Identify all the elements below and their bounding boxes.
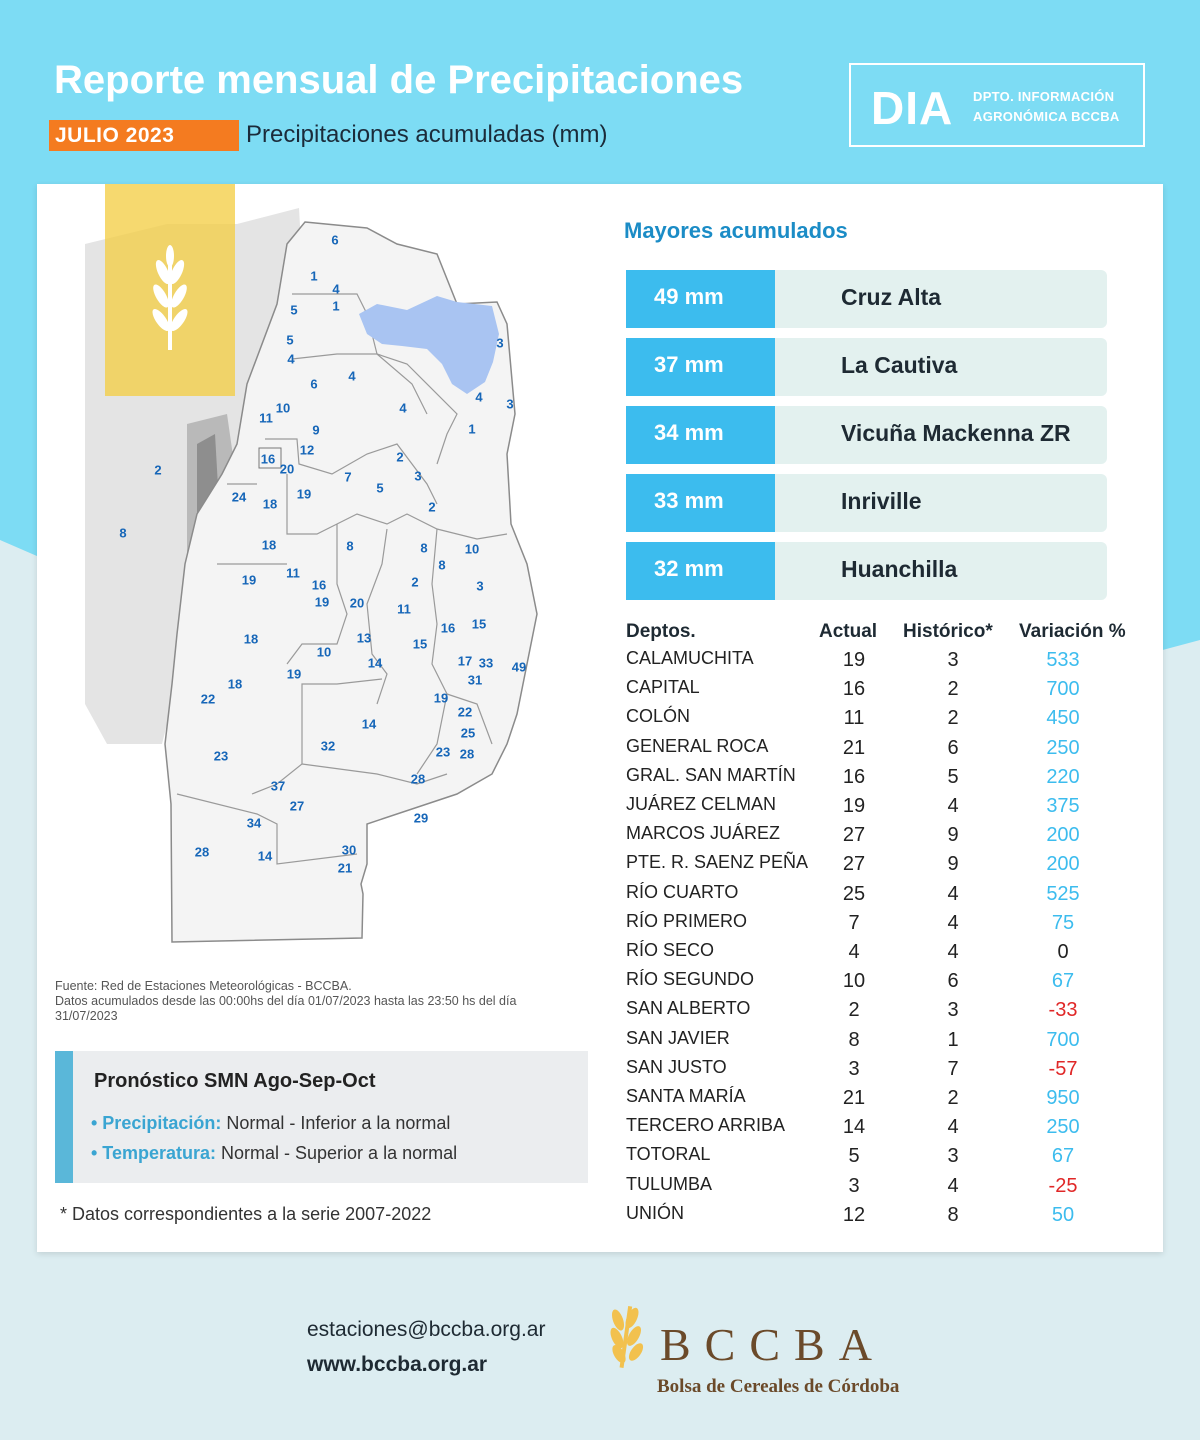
map-value-label: 3	[414, 468, 422, 484]
rank-name: Huanchilla	[841, 556, 958, 582]
map-value-label: 1	[332, 298, 340, 314]
map-value-label: 34	[246, 815, 262, 831]
map-value-label: 23	[435, 744, 451, 760]
map-value-label: 25	[460, 725, 476, 741]
cell-depto: GRAL. SAN MARTÍN	[626, 764, 796, 785]
forecast-precipitation	[91, 1113, 450, 1134]
map-value-label: 31	[467, 672, 483, 688]
map-value-label: 28	[410, 771, 426, 787]
map-value-label: 27	[289, 798, 305, 814]
map-value-label: 4	[348, 368, 356, 384]
forecast-box	[55, 1051, 588, 1183]
map-value-label: 22	[457, 704, 473, 720]
cell-depto: CALAMUCHITA	[626, 648, 754, 668]
map-value-label: 22	[200, 691, 216, 707]
map-value-label: 32	[320, 738, 336, 754]
map-value-label: 20	[279, 461, 295, 477]
table-row: COLÓN 11 2 450	[626, 706, 1080, 730]
map-value-label: 2	[396, 449, 404, 465]
table-row: CALAMUCHITA 19 3 533	[626, 648, 1080, 671]
rank-mm: 49 mm	[626, 270, 775, 328]
wheat-icon	[105, 184, 235, 396]
contact-website[interactable]: www.bccba.org.ar	[307, 1353, 488, 1376]
map-value-label: 14	[367, 655, 383, 671]
table-header-actual: Actual	[819, 621, 878, 642]
map-value-label: 10	[275, 400, 291, 416]
map-value-label: 28	[194, 844, 210, 860]
forecast-title: Pronóstico SMN Ago-Sep-Oct	[94, 1070, 376, 1092]
rank-name: La Cautiva	[841, 352, 958, 378]
map-value-label: 4	[332, 281, 340, 297]
page-subtitle: Precipitaciones acumuladas (mm)	[246, 121, 608, 148]
rank-item	[626, 338, 1107, 396]
table-row: PTE. R. SAENZ PEÑA 27 9 200	[626, 852, 1080, 876]
map-value-label: 8	[438, 557, 446, 573]
cell-depto: SAN ALBERTO	[626, 998, 751, 1019]
rank-item	[626, 474, 1107, 532]
table-row: TERCERO ARRIBA 14 4 250	[626, 1115, 1080, 1139]
map-value-label: 19	[314, 594, 330, 610]
map-value-label: 17	[457, 653, 473, 669]
map-value-label: 4	[287, 351, 295, 367]
map-value-label: 12	[299, 442, 315, 458]
rank-mm: 32 mm	[626, 542, 775, 600]
cell-depto: SAN JAVIER	[626, 1027, 730, 1048]
rank-mm: 34 mm	[626, 406, 775, 464]
map-value-label: 4	[475, 389, 483, 405]
table-row: SAN JUSTO 3 7 -57	[626, 1056, 1078, 1080]
dia-department-line1: DPTO. INFORMACIÓN	[973, 89, 1115, 104]
rank-item	[626, 270, 1107, 328]
map-value-label: 33	[478, 655, 494, 671]
map-value-label: 16	[440, 620, 456, 636]
cell-depto: GENERAL ROCA	[626, 735, 769, 756]
map-value-label: 21	[337, 860, 353, 876]
map-value-label: 2	[154, 462, 162, 478]
map-value-label: 19	[433, 690, 449, 706]
precipitation-map	[37, 184, 597, 974]
forecast-precipitation-value: Normal - Inferior a la normal	[226, 1113, 451, 1133]
map-value-label: 8	[420, 540, 428, 556]
map-value-label: 18	[262, 496, 278, 512]
map-value-label: 3	[476, 578, 484, 594]
map-value-label: 15	[412, 636, 428, 652]
map-value-label: 7	[344, 469, 352, 485]
map-value-label: 37	[270, 778, 286, 794]
mayores-title: Mayores acumulados	[624, 218, 848, 243]
map-value-label: 20	[349, 595, 365, 611]
rank-name: Cruz Alta	[841, 284, 942, 310]
cell-depto: RÍO SEGUNDO	[626, 969, 755, 990]
map-value-label: 8	[119, 525, 127, 541]
map-value-label: 10	[464, 541, 480, 557]
map-value-label: 10	[316, 644, 332, 660]
cell-depto: CAPITAL	[626, 677, 700, 698]
rank-item	[626, 406, 1107, 464]
map-value-label: 1	[310, 268, 318, 284]
map-value-label: 11	[286, 565, 300, 581]
data-source	[55, 979, 575, 1024]
source-line-2: Datos acumulados desde las 00:00hs del día 01/07/2023 hasta las 23:50 hs del día 31/07/2023	[55, 994, 517, 1023]
map-value-label: 2	[428, 499, 436, 515]
table-row: GENERAL ROCA 21 6 250	[626, 735, 1080, 759]
cell-depto: JUÁREZ CELMAN	[626, 794, 777, 814]
table-row: CAPITAL 16 2 700	[626, 677, 1080, 701]
table-row: RÍO SECO 4 4 0	[626, 940, 1069, 963]
table-header-variacion: Variación %	[1019, 621, 1126, 642]
map-value-label: 15	[471, 616, 487, 632]
map-value-label: 18	[243, 631, 259, 647]
map-value-label: 5	[286, 332, 294, 348]
footnote: * Datos correspondientes a la serie 2007-2022	[60, 1204, 432, 1224]
map-value-label: 30	[341, 842, 357, 858]
cell-depto: RÍO PRIMERO	[626, 910, 748, 931]
table-row: JUÁREZ CELMAN 19 4 375	[626, 794, 1080, 817]
forecast-temperature-key: • Temperatura:	[91, 1143, 216, 1163]
page-title: Reporte mensual de Precipitaciones	[54, 58, 744, 102]
map-value-label: 19	[286, 666, 302, 682]
cell-depto: RÍO CUARTO	[626, 881, 739, 902]
map-value-label: 14	[361, 716, 377, 732]
cell-depto: RÍO SECO	[626, 940, 715, 960]
map-value-label: 29	[413, 810, 429, 826]
dia-department	[973, 87, 1120, 127]
forecast-precipitation-key: • Precipitación:	[91, 1113, 222, 1133]
cell-depto: SANTA MARÍA	[626, 1086, 746, 1106]
table-row: SANTA MARÍA 21 2 950	[626, 1086, 1080, 1109]
map-value-label: 13	[356, 630, 372, 646]
map-value-label: 5	[376, 480, 384, 496]
forecast-accent-bar	[55, 1051, 73, 1183]
cell-depto: COLÓN	[626, 706, 691, 727]
map-value-label: 9	[312, 422, 320, 438]
table-row: RÍO SEGUNDO 10 6 67	[626, 969, 1075, 993]
table-row: SAN JAVIER 8 1 700	[626, 1027, 1080, 1051]
map-value-label: 4	[399, 400, 407, 416]
forecast-temperature	[91, 1143, 457, 1164]
map-value-label: 28	[459, 746, 475, 762]
map-value-label: 11	[397, 601, 411, 617]
map-value-label: 18	[227, 676, 243, 692]
month-badge: JULIO 2023	[49, 120, 239, 151]
table-row: TOTORAL 5 3 67	[626, 1144, 1075, 1168]
cell-depto: MARCOS JUÁREZ	[626, 823, 781, 844]
table-row: RÍO CUARTO 25 4 525	[626, 881, 1080, 905]
map-value-label: 19	[296, 486, 312, 502]
map-value-label: 6	[331, 232, 339, 248]
cell-depto: TERCERO ARRIBA	[626, 1115, 786, 1136]
table-row: MARCOS JUÁREZ 27 9 200	[626, 823, 1080, 847]
map-value-label: 2	[411, 574, 419, 590]
forecast-temperature-value: Normal - Superior a la normal	[221, 1143, 458, 1163]
map-value-label: 23	[213, 748, 229, 764]
table-header-depto: Deptos.	[626, 621, 696, 642]
rank-item	[626, 542, 1107, 600]
map-value-label: 16	[260, 451, 276, 467]
map-value-label: 49	[511, 659, 527, 675]
cell-depto: TOTORAL	[626, 1144, 711, 1165]
map-value-label: 14	[257, 848, 273, 864]
rank-mm: 33 mm	[626, 474, 775, 532]
cell-depto: PTE. R. SAENZ PEÑA	[626, 852, 809, 873]
wheat-panel	[105, 184, 235, 396]
table-row: RÍO PRIMERO 7 4 75	[626, 910, 1075, 934]
dia-logo-box	[849, 63, 1145, 147]
map-value-label: 5	[290, 302, 298, 318]
cell-depto: SAN JUSTO	[626, 1056, 727, 1077]
map-value-label: 19	[241, 572, 257, 588]
table-row: UNIÓN 12 8 50	[626, 1202, 1075, 1226]
rank-name: Inriville	[841, 488, 922, 514]
map-value-label: 18	[261, 537, 277, 553]
wheat-icon	[598, 1296, 658, 1372]
table-row: SAN ALBERTO 2 3 -33	[626, 998, 1078, 1022]
source-line-1: Fuente: Red de Estaciones Meteorológicas - BCCBA.	[55, 979, 352, 993]
map-value-label: 3	[506, 396, 514, 412]
report-card	[37, 184, 1163, 1252]
map-value-label: 24	[231, 489, 247, 505]
contact-email[interactable]: estaciones@bccba.org.ar	[307, 1318, 546, 1341]
rank-mm: 37 mm	[626, 338, 775, 396]
cell-depto: UNIÓN	[626, 1202, 684, 1223]
brand-subtitle: Bolsa de Cereales de Córdoba	[657, 1376, 900, 1397]
table-header-historico: Histórico*	[903, 621, 993, 642]
dia-logo-text: DIA	[871, 82, 954, 134]
brand-name: BCCBA	[660, 1319, 886, 1370]
map-value-label: 11	[259, 410, 273, 426]
dia-department-line2: AGRONÓMICA BCCBA	[973, 109, 1120, 124]
map-value-label: 1	[468, 421, 476, 437]
map-value-label: 6	[310, 376, 318, 392]
table-row: GRAL. SAN MARTÍN 16 5 220	[626, 764, 1080, 788]
map-value-label: 16	[311, 577, 327, 593]
cell-depto: TULUMBA	[626, 1173, 713, 1194]
table-row: TULUMBA 3 4 -25	[626, 1173, 1078, 1197]
map-value-label: 3	[496, 335, 504, 351]
map-value-label: 8	[346, 538, 354, 554]
rank-name: Vicuña Mackenna ZR	[841, 420, 1071, 446]
